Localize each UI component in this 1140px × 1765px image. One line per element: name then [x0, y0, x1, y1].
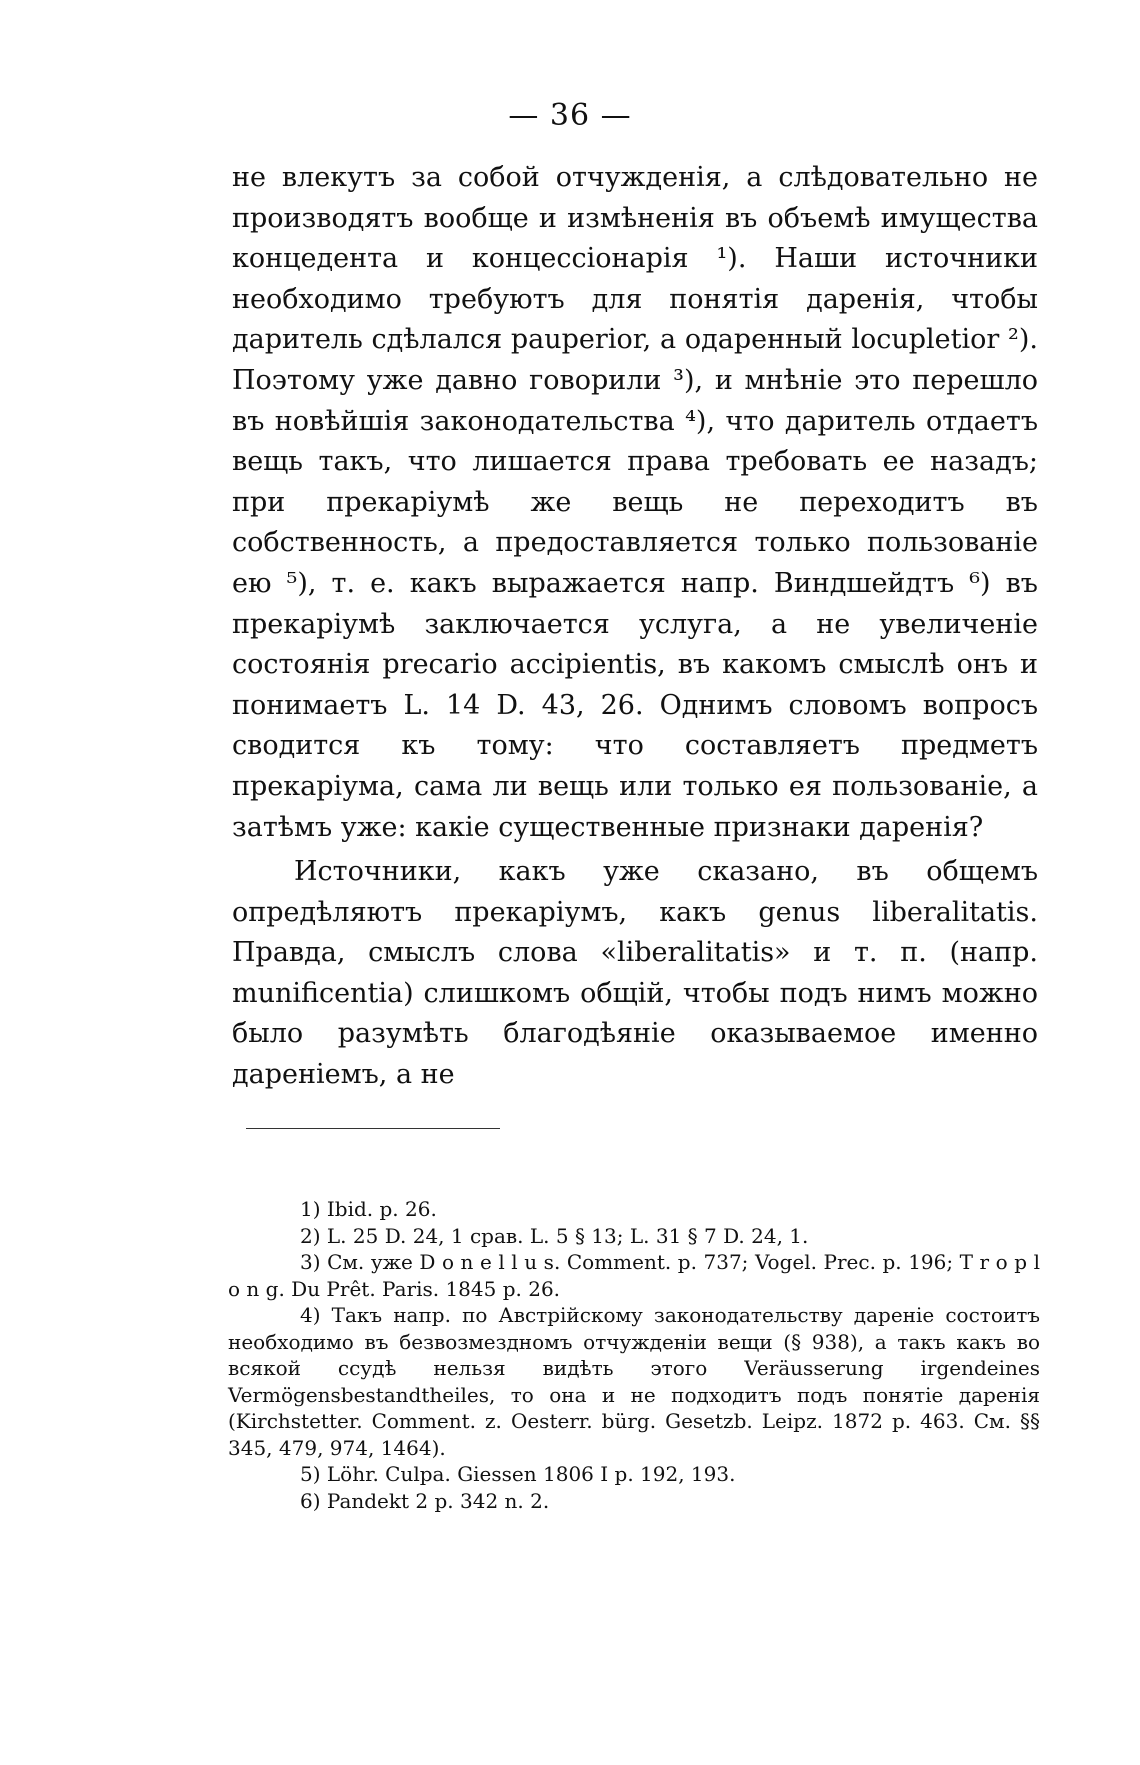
footnote-4: 4) Такъ напр. по Австрійскому законодательству дареніе состоитъ необходимо въ безвозмездномъ отчужденіи вещи (§ 938), а такъ какъ во всякой ссудѣ нельзя видѣть этого Veräusserung irgendeines Vermögensbestandtheiles, то она и не подходитъ подъ понятіе даренія (Kirchstetter. Comment. z. Oesterr. bürg. Gesetzb. Leipz. 1872 p. 463. См. §§ 345, 479, 974, 1464). [228, 1303, 1040, 1460]
paragraph-2: Источники, какъ уже сказано, въ общемъ опредѣляютъ прекаріумъ, какъ genus liberalitatis. Правда, смыслъ слова «liberalitatis» и т. п. (напр. munificentia) слишкомъ общій, чтобы подъ нимъ можно было разумѣть благодѣяніе оказываемое именно дареніемъ, а не [232, 856, 1038, 1091]
footnote-6: 6) Pandekt 2 p. 342 n. 2. [300, 1488, 550, 1513]
footnote-2: 2) L. 25 D. 24, 1 срав. L. 5 § 13; L. 31 § 7 D. 24, 1. [300, 1223, 809, 1248]
paragraph-1: не влекутъ за собой отчужденія, а слѣдовательно не производятъ вообще и измѣненія въ объемѣ имущества концедента и концессіонарія ¹). Наши источники необходимо требуютъ для понятія даренія, чтобы даритель сдѣлался pauperior, а одаренный locupletior ²). Поэтому уже давно говорили ³), и мнѣніе это перешло въ новѣйшія законодательства ⁴), что даритель отдаетъ вещь такъ, что лишается права требовать ее назадъ; при прекаріумѣ же вещь не переходитъ въ собственность, а предоставляется только пользованіе ею ⁵), т. е. какъ выражается напр. Виндшейдтъ ⁶) въ прекаріумѣ заключается услуга, а не увеличеніе состоянія precario accipientis, въ какомъ смыслѣ онъ и понимаетъ L. 14 D. 43, 26. Однимъ словомъ вопросъ сводится къ тому: что составляетъ предметъ прекаріума, сама ли вещь или только ея пользованіе, а затѣмъ уже: какіе существенные признаки даренія? [232, 162, 1038, 843]
page-number: — 36 — [508, 98, 632, 133]
footnote-1: 1) Ibid. p. 26. [300, 1197, 437, 1221]
footnote-3: 3) См. уже D o n e l l u s. Comment. p. 737; Vogel. Prec. p. 196; T r o p l o n g. Du Prêt. Paris. 1845 p. 26. [228, 1250, 1040, 1301]
footnote-5: 5) Löhr. Culpa. Giessen 1806 I p. 192, 193. [300, 1462, 736, 1486]
footnotes [228, 1196, 1040, 1514]
main-text [232, 158, 1038, 1096]
footnote-separator [246, 1128, 500, 1129]
